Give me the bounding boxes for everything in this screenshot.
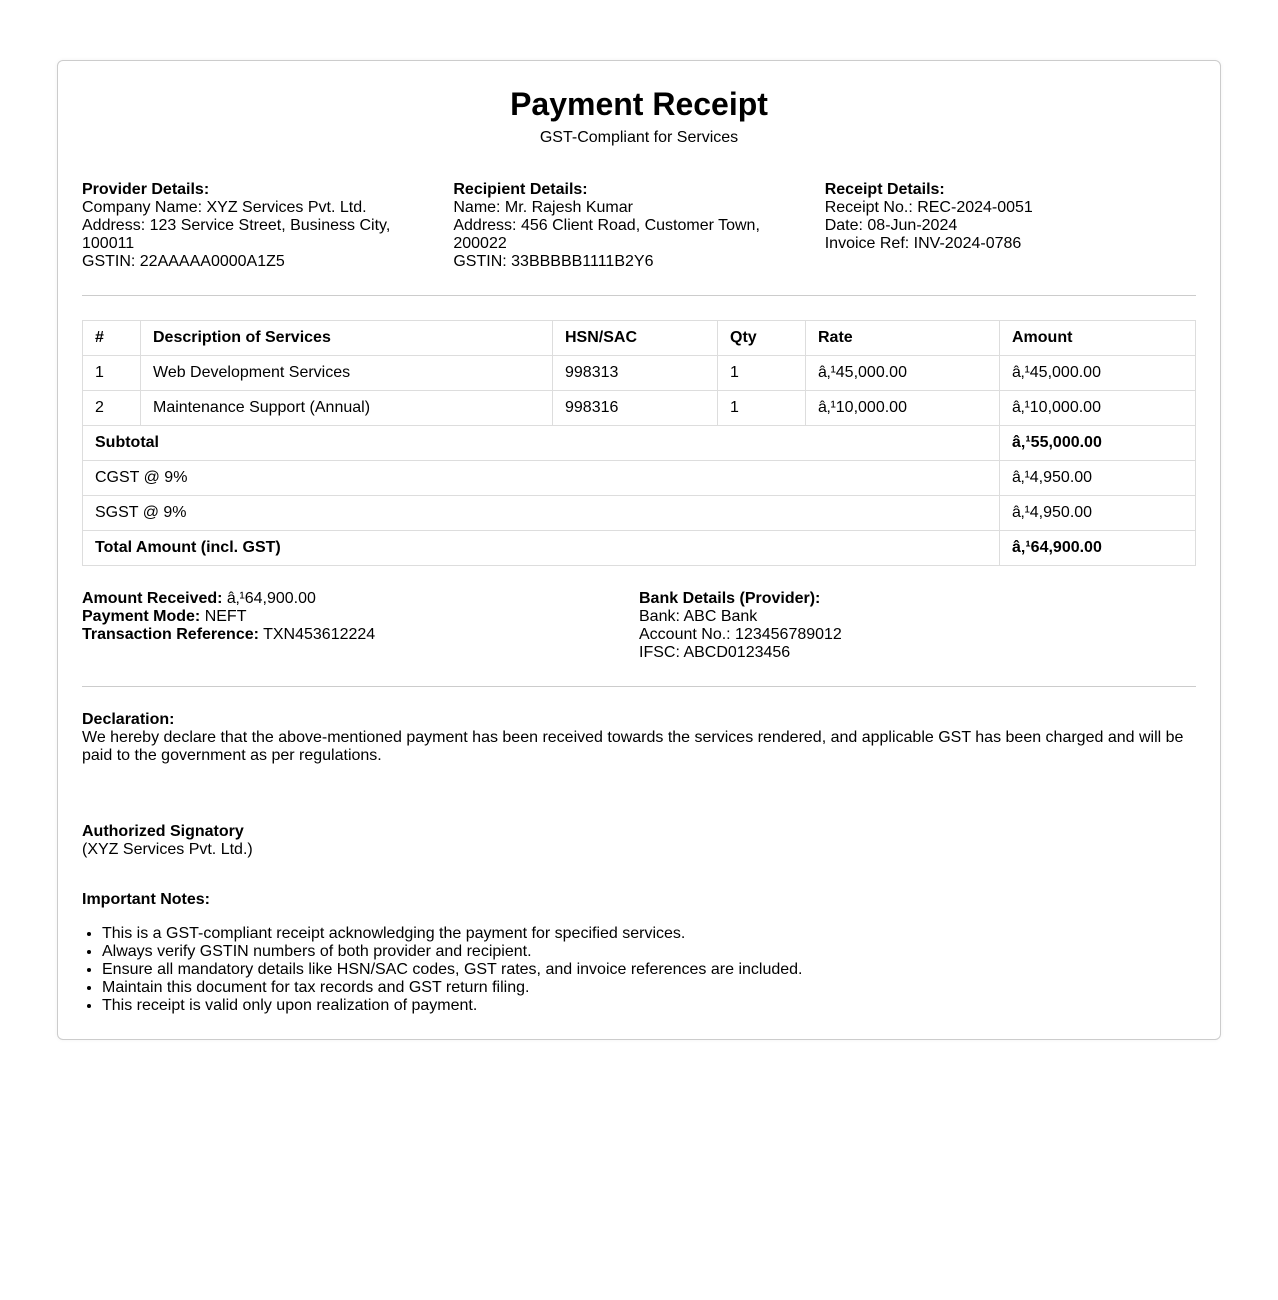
list-item: • Maintain this document for tax records and GST return filing. — [102, 979, 1196, 997]
recipient-gstin: GSTIN: 33BBBBB1111B2Y6 — [453, 253, 654, 270]
recipient-label: Recipient Details: — [453, 181, 588, 198]
bank-details-label: Bank Details (Provider): — [639, 590, 821, 607]
list-item: • This receipt is valid only upon realization of payment. — [102, 997, 1196, 1015]
sgst-row — [83, 496, 1196, 531]
payment-mode — [82, 608, 619, 626]
declaration-section — [82, 711, 1196, 765]
divider — [82, 295, 1196, 296]
amount-received — [82, 590, 619, 608]
provider-company: Company Name: XYZ Services Pvt. Ltd. — [82, 199, 367, 216]
recipient-address: Address: 456 Client Road, Customer Town, 200022 — [453, 217, 760, 252]
provider-details — [82, 181, 453, 271]
table-header-row — [83, 321, 1196, 356]
cgst-value: â‚¹4,950.00 — [1000, 461, 1196, 496]
col-header-qty: Qty — [718, 321, 806, 356]
row-description: Maintenance Support (Annual) — [141, 391, 553, 426]
total-label: Total Amount (incl. GST) — [83, 531, 1000, 566]
payment-mode-value: NEFT — [200, 608, 247, 625]
sgst-label: SGST @ 9% — [83, 496, 1000, 531]
page-subtitle: GST-Compliant for Services — [539, 129, 739, 146]
list-item: • Always verify GSTIN numbers of both provider and recipient. — [102, 943, 1196, 961]
provider-address: Address: 123 Service Street, Business City, 100011 — [82, 217, 391, 252]
services-table — [82, 320, 1196, 566]
row-number: 1 — [83, 356, 141, 391]
recipient-details — [453, 181, 824, 271]
payment-details — [82, 590, 639, 662]
provider-label: Provider Details: — [82, 181, 210, 198]
receipt-header — [82, 85, 1196, 147]
transaction-reference-label: Transaction Reference: — [82, 626, 259, 643]
divider — [82, 686, 1196, 687]
amount-received-label: Amount Received: — [82, 590, 223, 607]
row-qty: 1 — [718, 356, 806, 391]
bank-name: Bank: ABC Bank — [639, 608, 758, 625]
payment-mode-label: Payment Mode: — [82, 608, 201, 625]
total-row — [83, 531, 1196, 566]
subtotal-label: Subtotal — [83, 426, 1000, 461]
bank-account: Account No.: 123456789012 — [639, 626, 842, 643]
row-rate: â‚¹45,000.00 — [806, 356, 1000, 391]
row-amount: â‚¹45,000.00 — [1000, 356, 1196, 391]
total-value: â‚¹64,900.00 — [1000, 531, 1196, 566]
bank-details — [639, 590, 1196, 662]
declaration-label: Declaration: — [82, 711, 175, 728]
col-header-description: Description of Services — [141, 321, 553, 356]
payment-section — [82, 590, 1196, 662]
receipt-invoice-ref: Invoice Ref: INV-2024-0786 — [824, 235, 1022, 252]
transaction-reference — [82, 626, 619, 644]
col-header-hsn: HSN/SAC — [553, 321, 718, 356]
signatory-label: Authorized Signatory — [82, 823, 244, 840]
row-number: 2 — [83, 391, 141, 426]
row-rate: â‚¹10,000.00 — [806, 391, 1000, 426]
party-details — [82, 181, 1196, 271]
sgst-value: â‚¹4,950.00 — [1000, 496, 1196, 531]
col-header-rate: Rate — [806, 321, 1000, 356]
subtotal-value: â‚¹55,000.00 — [1000, 426, 1196, 461]
table-row — [83, 356, 1196, 391]
notes-list — [82, 925, 1196, 1015]
cgst-label: CGST @ 9% — [83, 461, 1000, 496]
row-hsn: 998316 — [553, 391, 718, 426]
amount-received-value: â‚¹64,900.00 — [222, 590, 316, 607]
list-item: • Ensure all mandatory details like HSN/SAC codes, GST rates, and invoice references are included. — [102, 961, 1196, 979]
bank-ifsc: IFSC: ABCD0123456 — [639, 644, 791, 661]
receipt-label: Receipt Details: — [824, 181, 945, 198]
signatory-company: (XYZ Services Pvt. Ltd.) — [82, 841, 253, 858]
row-description: Web Development Services — [141, 356, 553, 391]
row-amount: â‚¹10,000.00 — [1000, 391, 1196, 426]
provider-gstin: GSTIN: 22AAAAA0000A1Z5 — [82, 253, 285, 270]
transaction-reference-value: TXN453612224 — [258, 626, 376, 643]
notes-section — [82, 891, 1196, 1015]
row-qty: 1 — [718, 391, 806, 426]
cgst-row — [83, 461, 1196, 496]
notes-label: Important Notes: — [82, 891, 210, 908]
col-header-amount: Amount — [1000, 321, 1196, 356]
row-hsn: 998313 — [553, 356, 718, 391]
col-header-number: # — [83, 321, 141, 356]
declaration-text: We hereby declare that the above-mentioned payment has been received towards the services rendered, and applicable GST has been charged and will be paid to the government as per regulations. — [82, 729, 1184, 764]
page-title: Payment Receipt — [510, 86, 768, 122]
receipt-details — [825, 181, 1196, 271]
receipt-container — [57, 60, 1221, 1040]
receipt-number: Receipt No.: REC-2024-0051 — [824, 199, 1033, 216]
recipient-name: Name: Mr. Rajesh Kumar — [453, 199, 633, 216]
subtotal-row — [83, 426, 1196, 461]
table-row — [83, 391, 1196, 426]
signatory-section — [82, 823, 1196, 859]
receipt-date: Date: 08-Jun-2024 — [824, 217, 958, 234]
list-item: • This is a GST-compliant receipt acknowledging the payment for specified services. — [102, 925, 1196, 943]
